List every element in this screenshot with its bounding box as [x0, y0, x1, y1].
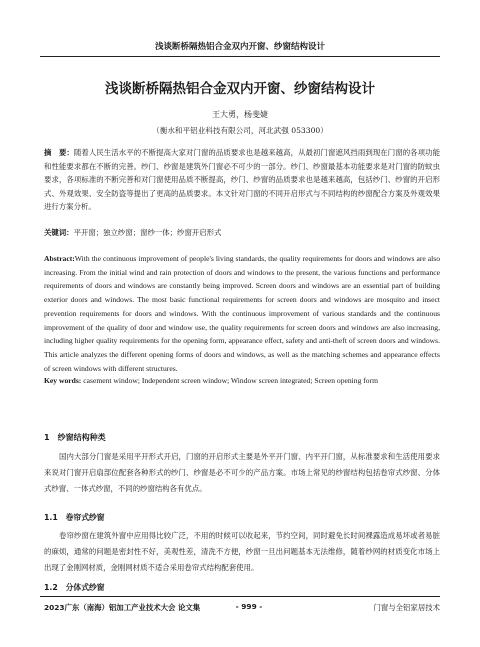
authors: 王大勇，杨斐婕: [212, 110, 268, 119]
footer-section: 门窗与全铝家居技术: [373, 603, 440, 612]
footer-rule: [40, 596, 440, 597]
abstract-cn-text: 随着人民生活水平的不断提高大家对门窗的品质要求也是越来越高，从最初门窗遮风挡雨到现在门窗的各项功能和性能要求都在不断的完善。纱门、纱窗是建筑外门窗必不可少的一部分。纱门、纱窗最基本功能要求是对门窗的防蚊虫要求，各项标准的不断完善和对门窗使用品质不断提高，纱门、纱窗的品质要求也是越来越高，包括纱门、纱窗的开启形式、外观效果、安全防盗等提出了更高的品质要求。本文针对门窗的不同开启形式与不同结构的纱窗配合方案及外观效果进行方案分析。: [44, 148, 440, 211]
page-number: - 999 -: [235, 602, 263, 611]
abstract-en-text: With the continuous improvement of people's living standards, the quality requirements for doors and windows are also increasing. From the initial wind and rain protection of doors and windows to the present, the various functions and performance requirements of doors and windows are constantly being improved. Screen doors and windows are an essential part of building exterior doors and windows. The most basic functional requirements for screen doors and windows are mosquito and insect prevention requirements for doors and windows. With the continuous improvement of various standards and the continuous improvement of the quality of door and window use, the quality requirements for screen doors and windows are also increasing, including higher quality requirements for the opening form, appearance effect, safety and anti-theft of screen doors and windows. This article analyzes the different opening forms of doors and windows, as well as the matching schemes and appearance effects of screen windows with different structures.: [44, 254, 440, 373]
section-1-2-heading: 1.2 分体式纱窗: [44, 583, 105, 592]
section-1-text: 国内大部分门窗是采用平开形式开启，门窗的开启形式主要是外平开门窗、内平开门窗，从标准要求和生活使用要求来说对门窗开启扇部位配套各种形式的纱门、纱窗是必不可少的产品方案。市场上常见的纱窗结构包括卷帘式纱窗、分体式纱窗、一体式纱窗，不同的纱窗结构各有优点。: [44, 452, 440, 493]
footer-proceedings: 2023广东（南海）铝加工产业技术大会 论文集: [44, 603, 201, 612]
abstract-en-label: Abstract:: [44, 254, 75, 263]
header-rule: [40, 56, 440, 57]
section-1-heading: 1 纱窗结构种类: [44, 433, 106, 442]
section-1-1-heading: 1.1 卷帘式纱窗: [44, 513, 105, 522]
running-header: 浅谈断桥隔热铝合金双内开窗、纱窗结构设计: [154, 42, 325, 52]
keywords-cn-label: 关键词：: [44, 228, 74, 237]
abstract-en: [44, 252, 440, 375]
keywords-en-label: Key words:: [44, 376, 82, 385]
keywords-cn: [44, 227, 440, 238]
affiliation: （衡水和平铝业科技有限公司，河北武强 053300）: [152, 126, 328, 135]
abstract-cn-label: 摘 要：: [44, 148, 74, 157]
keywords-en: [44, 376, 440, 385]
keywords-en-text: casement window; Independent screen window; Window screen integrated; Screen opening form: [83, 376, 379, 385]
abstract-cn: [44, 146, 440, 214]
article-title: 浅谈断桥隔热铝合金双内开窗、纱窗结构设计: [105, 81, 375, 97]
keywords-cn-text: 平开窗；独立纱窗；窗纱一体；纱窗开启形式: [73, 228, 222, 237]
section-1-1-text: 卷帘纱窗在建筑外窗中应用得比较广泛，不用的时候可以收起来，节约空间，同时避免长时间裸露造成易坏或者易脏的麻烦，通常的问题是密封性不好，美观性差，清洗不方便，纱窗一旦出问题基本无法维修，随着纱网的材质变化市场上出现了金刚网材质，金刚网材质不适合采用卷帘式结构配套使用。: [44, 531, 440, 572]
